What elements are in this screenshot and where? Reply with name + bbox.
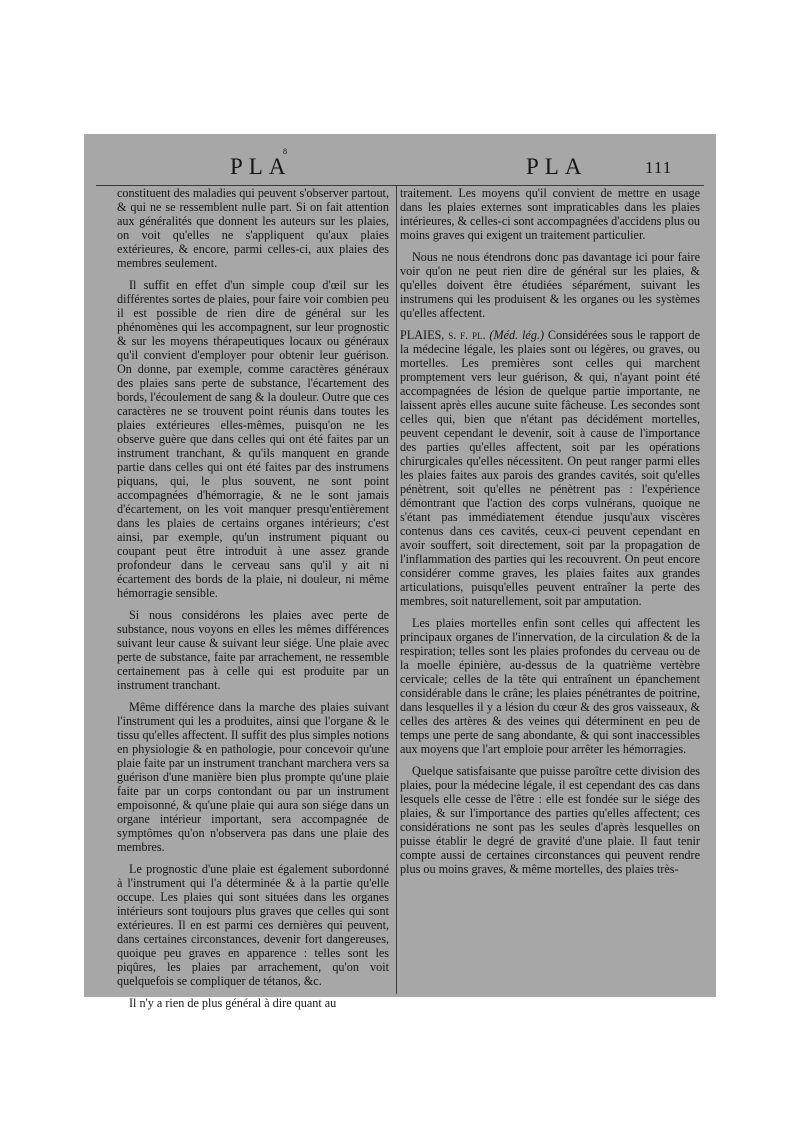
entry-field: (Méd. lég.) <box>489 328 545 342</box>
paragraph: Il n'y a rien de plus général à dire quant au <box>129 996 337 1010</box>
column-divider <box>396 186 397 994</box>
paragraph: Même différence dans la marche des plaies suivant l'instrument qui les a produites, ainsi que l'organe & le tissu qu'elles affectent. Il suffit des plus simples notions en physiologie & en pathologie, pour concevoir qu'une plaie faite par un instrument tranchant marchera vers sa guérison d'une manière bien plus prompte qu'une plaie faite par un corps contondant ou par un instrument empoisonné, & qu'une plaie qui aura son siége dans un organe intérieur important, sera accompagnée de symptômes qu'on n'observera pas dans une plaie des membres. <box>117 700 389 854</box>
paragraph: Il suffit en effet d'un simple coup d'œil sur les différentes sortes de plaies, pour faire voir combien peu il est possible de rien dire de général sur les phénomènes qui les accompagnent, sur leur prognostic & sur les moyens thérapeutiques locaux ou généraux qu'il convient d'employer pour obtenir leur guérison. On donne, par exemple, comme caractères généraux des plaies sans perte de substance, l'écartement des bords, l'écoulement de sang & la douleur. Outre que ces caractères ne se trouvent point réunis dans toutes les plaies extérieures elles-mêmes, puisqu'on ne les observe guère que dans celles qui ont été faites par un instrument tranchant, & qu'ils manquent en grande partie dans celles qui ont été faites par des instrumens piquans, qui, le plus souvent, ne sont point accompagnées d'hémorragie, & ne le sont jamais d'écartement, on les voit manquer presqu'entièrement dans les plaies de certains organes intérieurs; c'est ainsi, par exemple, qu'un instrument piquant ou coupant peut être introduit à une assez grande profondeur dans le cerveau sans qu'il y ait ni écartement des bords de la plaie, ni douleur, ni même hémorragie sensible. <box>117 278 389 600</box>
dictionary-entry <box>400 328 700 608</box>
paragraph: Le prognostic d'une plaie est également subordonné à l'instrument qui l'a déterminée & à la partie qu'elle occupe. Les plaies qui sont situées dans les organes intérieurs sont toujours plus graves que celles qui sont extérieures. Il en est parmi ces dernières qui peuvent, dans certaines circonstances, devenir fort dangereuses, quoique peu graves en apparence : telles sont les piqûres, les plaies par arrachement, qu'on voit quelquefois se compliquer de tétanos, &c. <box>117 862 389 988</box>
paragraph: Nous ne nous étendrons donc pas davantage ici pour faire voir qu'on ne peut rien dire de général sur les plaies, & qu'elles doivent être étudiées séparément, suivant les instrumens qui les produisent & les organes ou les systèmes qu'elles affectent. <box>400 250 700 320</box>
paragraph: Si nous considérons les plaies avec perte de substance, nous voyons en elles les mêmes différences suivant leur cause & suivant leur siége. Une plaie avec perte de substance, faite par arrachement, ne ressemble certainement pas à celle qui est produite par un instrument tranchant. <box>117 608 389 692</box>
paragraph: Les plaies mortelles enfin sont celles qui affectent les principaux organes de l'innervation, de la circulation & de la respiration; telles sont les plaies profondes du cerveau ou de la moelle épinière, au-dessus de la quatrième vertèbre cervicale; celles de la tête qui entraînent un épanchement considérable dans le crâne; les plaies pénétrantes de poitrine, dans lesquelles il y a lésion du cœur & des gros vaisseaux, & celles des artères & des veines qui déterminent en peu de temps une perte de sang abondante, & qui sont inaccessibles aux moyens que l'art emploie pour arrêter les hémorragies. <box>400 616 700 756</box>
page-number: 111 <box>645 158 673 177</box>
paragraph: traitement. Les moyens qu'il convient de mettre en usage dans les plaies externes sont impraticables dans les plaies intérieures, & celles-ci sont accompagnées d'accidens plus ou moins graves qui exigent un traitement particulier. <box>400 186 701 242</box>
running-head-right: PLA <box>526 154 588 179</box>
printer-mark: 8 <box>283 147 287 156</box>
paragraph: Quelque satisfaisante que puisse paroître cette division des plaies, pour la médecine légale, il est cependant des cas dans lesquels elle cesse de l'être : elle est fondée sur le siége des plaies, & sur l'importance des parties qu'elles affectent; ces considérations ne sont pas les seules d'après lesquelles on puisse établir le degré de gravité d'une plaie. Il faut tenir compte aussi de certaines circonstances qui peuvent rendre plus ou moins graves, & même mortelles, des plaies très- <box>400 764 700 876</box>
entry-text: Considérées sous le rapport de la médecine légale, les plaies sont ou légères, ou graves, ou mortelles. Les premières sont celles qui marchent promptement vers leur guérison, & qui, n'ayant point été accompagnées de lésion de quelque partie importante, ne laissent après elles aucune suite fâcheuse. Les secondes sont celles qui, bien que n'étant pas décidément mortelles, peuvent cependant le devenir, soit à cause de l'importance des parties qu'elles affectent, soit par les opérations chirurgicales qu'elles nécessitent. On peut ranger parmi elles les plaies faites aux parois des grandes cavités, soit qu'elles pénètrent, soit qu'elles ne pénètrent pas : l'expérience démontrant que l'action des corps vulnérans, quoique ne s'étant pas immédiatement étendue jusqu'aux viscères contenus dans ces cavités, ceux-ci peuvent cependant en avoir souffert, soit directement, soit par la propagation de l'inflammation des parties qui les recouvrent. On peut encore considérer comme graves, les plaies faites aux grandes articulations, puisqu'elles peuvent entraîner la perte des membres, soit naturellement, soit par amputation. <box>400 328 701 608</box>
right-column <box>400 186 700 884</box>
left-column <box>117 186 389 1018</box>
running-head-left: PLA <box>230 154 292 179</box>
scanned-page <box>84 134 716 1010</box>
paragraph: constituent des maladies qui peuvent s'observer partout, & qui ne se ressemblent nulle part. Si on fait attention aux généralités que donnent les auteurs sur les plaies, on voit qu'elles ne s'appliquent qu'aux plaies extérieures, & encore, parmi celles-ci, aux plaies des membres seulement. <box>117 186 389 270</box>
entry-title: PLAIES, s. f. pl. <box>400 328 486 342</box>
page-header <box>84 147 716 184</box>
